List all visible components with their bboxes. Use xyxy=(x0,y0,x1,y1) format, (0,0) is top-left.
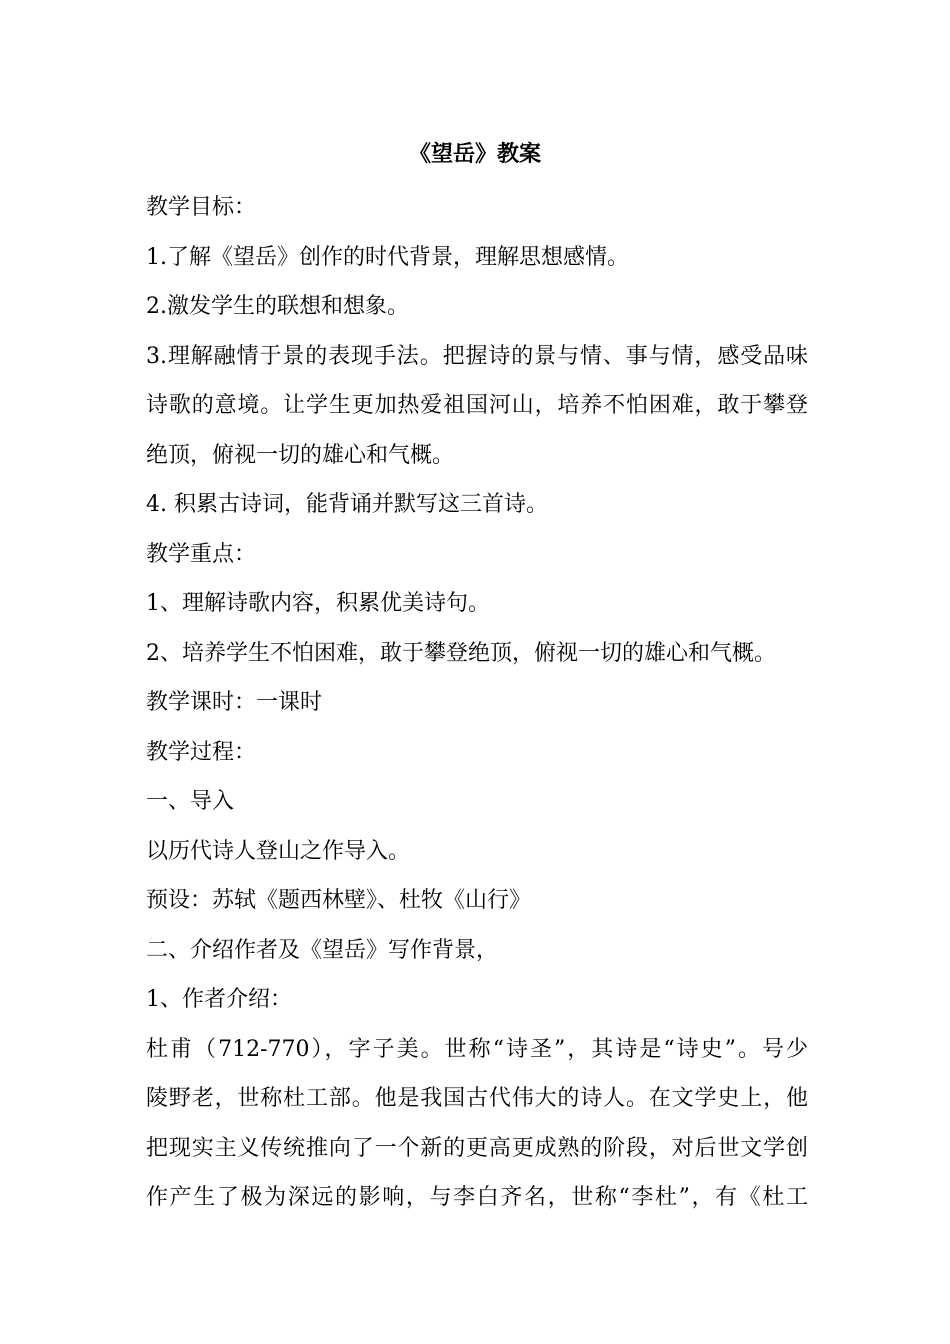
objective-item-2: 2.激发学生的联想和想象。 xyxy=(146,294,409,319)
class-hours: 教学课时：一课时 xyxy=(146,690,323,715)
section-heading-process: 教学过程： xyxy=(146,739,257,765)
document-title: 《望岳》教案 xyxy=(408,141,541,167)
process-step-1-heading: 一、导入 xyxy=(146,789,235,814)
process-step-2-heading: 二、介绍作者及《望岳》写作背景， xyxy=(146,937,499,963)
objective-item-3-line-3: 绝顶，俯视一切的雄心和气概。 xyxy=(146,442,455,468)
process-step-1-preset: 预设：苏轼《题西林壁》、杜牧《山行》 xyxy=(146,888,532,913)
document-body xyxy=(146,183,808,1223)
key-point-item-1: 1、理解诗歌内容，积累优美诗句。 xyxy=(146,591,490,616)
key-point-item-2: 2、培养学生不怕困难，敢于攀登绝顶，俯视一切的雄心和气概。 xyxy=(146,640,776,666)
author-intro-heading: 1、作者介绍： xyxy=(146,987,292,1012)
objective-item-3-line-2: 诗歌的意境。让学生更加热爱祖国河山，培养不怕困难，敢于攀登 xyxy=(146,393,808,418)
author-intro-line-3: 把现实主义传统推向了一个新的更高更成熟的阶段，对后世文学创 xyxy=(146,1135,808,1161)
author-intro-line-4: 作产生了极为深远的影响，与李白齐名，世称“李杜”，有《杜工 xyxy=(146,1185,808,1210)
section-heading-objectives: 教学目标： xyxy=(146,195,257,220)
author-intro-line-2: 陵野老，世称杜工部。他是我国古代伟大的诗人。在文学史上，他 xyxy=(146,1086,808,1111)
author-intro-line-1: 杜甫（712-770），字子美。世称“诗圣”，其诗是“诗史”。号少 xyxy=(146,1036,808,1062)
objective-item-3-line-1: 3.理解融情于景的表现手法。把握诗的景与情、事与情，感受品味 xyxy=(146,343,808,369)
section-heading-key-points: 教学重点： xyxy=(146,541,257,567)
process-step-1-text: 以历代诗人登山之作导入。 xyxy=(146,838,411,864)
objective-item-4: 4. 积累古诗词，能背诵并默写这三首诗。 xyxy=(146,492,548,517)
objective-item-1: 1.了解《望岳》创作的时代背景，理解思想感情。 xyxy=(146,244,629,270)
